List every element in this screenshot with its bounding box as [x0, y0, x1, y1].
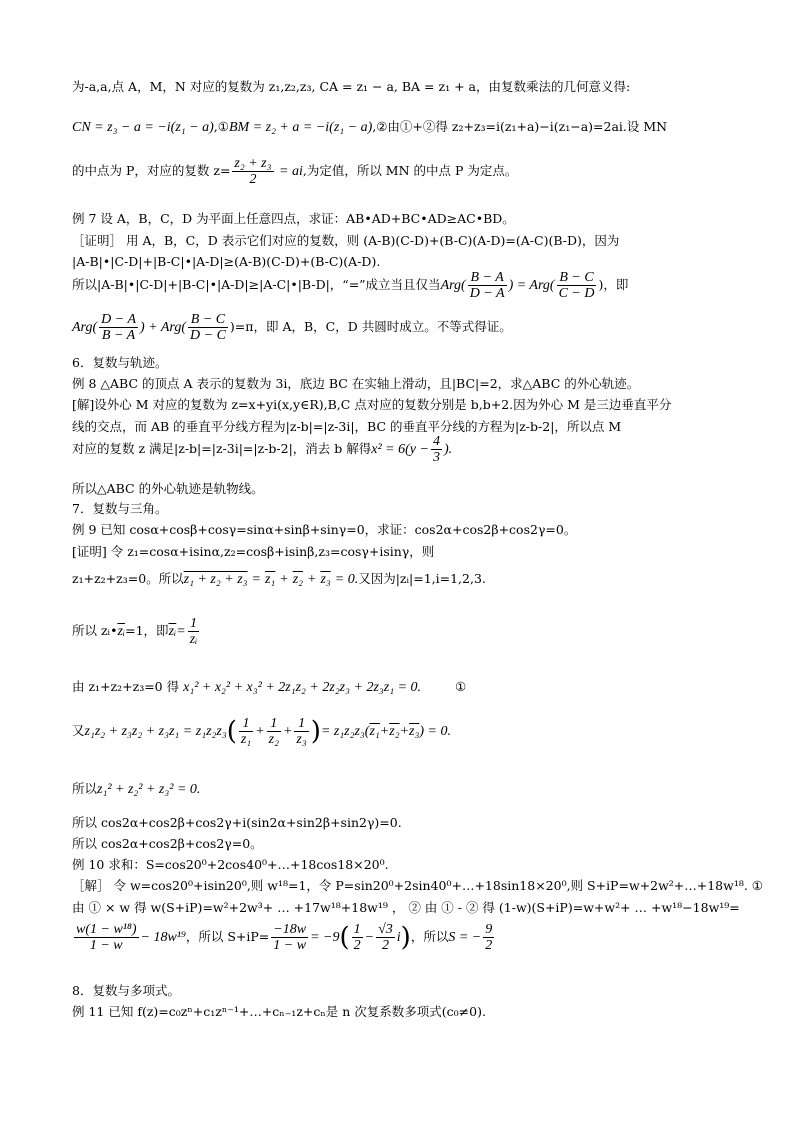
line-18: z₁+z₂+z₃=0。所以z₁ + z₂ + z₃ = z₁ + z₂ + z₃ = 0.又因为|zᵢ|=1,i=1,2,3.: [72, 571, 486, 587]
line-12: 线的交点，而 AB 的垂直平分线方程为|z-b|=|z-3i|，BC 的垂直平分线的方程为|z-b-2|，所以点 M: [72, 419, 622, 434]
line-2: CN = z₃ − a = −i(z₁ − a),①BM = z₂ + a = −i(z₁ − a),②由①+②得 z₂+z₃=i(z₁+a)−i(z₁−a)=2ai.设 MN: [72, 119, 668, 135]
line-5: ［证明］ 用 A，B，C，D 表示它们对应的复数，则 (A-B)(C-D)+(B-C)(A-D)=(A-C)(B-D)，因为: [72, 233, 620, 248]
line-27: 由 ① × w 得 w(S+iP)=w²+2w³+ … +17w¹⁸+18w¹⁹ ， ② 由 ① - ② 得 (1-w)(S+iP)=w+w²+ … +w¹⁸−18w¹⁹=: [72, 900, 740, 915]
line-14: 所以△ABC 的外心轨迹是轨物线。: [72, 481, 264, 496]
line-26: ［解］ 令 w=cos20⁰+isin20⁰,则 w¹⁸=1，令 P=sin20⁰+2sin40⁰+…+18sin18×20⁰,则 S+iP=w+2w²+…+18w¹⁸. ①: [72, 878, 764, 893]
line-13: 对应的复数 z 满足|z-b|=|z-3i|=|z-b-2|，消去 b 解得x² = 6(y − $\frac{4}{3}$ ).: [72, 434, 453, 465]
line-22: 所以z₁² + z₂² + z₃² = 0.: [72, 781, 201, 797]
line-8: Arg( $\frac{D - A}{B - A}$ ) + Arg( $\frac{B - C}{D - C}$ )=π，即 A，B，C，D 共圆时成立。不等式得证。: [72, 312, 512, 343]
section-heading: 6．复数与轨迹。: [72, 355, 168, 370]
line-16: 例 9 已知 cosα+cosβ+cosγ=sinα+sinβ+sinγ=0，求证：cos2α+cos2β+cos2γ=0。: [72, 522, 577, 537]
line-28: $\frac{\text{w(1 − w¹⁸)}}{1 - w}$ − 18w¹⁹，所以 S+iP= $\frac{-18w}{1 - w}$ = −9( $\frac{1}{2}$ − $\frac{√3}{2}$ i)，所以S = − $\frac{9}{2}$: [76, 922, 493, 953]
line-6: |A-B|•|C-D|+|B-C|•|A-D|≥(A-B)(C-D)+(B-C)(A-D).: [72, 254, 381, 269]
line-25: 例 10 求和：S=cos20⁰+2cos40⁰+…+18cos18×20⁰.: [72, 857, 389, 872]
line-24: 所以 cos2α+cos2β+cos2γ=0。: [72, 836, 263, 851]
line-21: 又z₁z₂ + z₃z₂ + z₃z₁ = z₁z₂z₃( $\frac{1}{\text{z₁}}$ + $\frac{1}{\text{z₂}}$ + $\frac{1}{\text{z₃}}$ )= z₁z₂z₃(z₁+z₂+z₃) = 0.: [72, 716, 451, 747]
line-1: 为-a,a,点 A，M，N 对应的复数为 z₁,z₂,z₃, CA = z₁ − a, BA = z₁ + a，由复数乘法的几何意义得:: [72, 79, 631, 94]
line-4: 例 7 设 A，B，C，D 为平面上任意四点，求证：AB•AD+BC•AD≥AC•BD。: [72, 211, 515, 226]
line-19: 所以 $zᵢ•\overline{zᵢ}=1$，即$\overline{zᵢ}=$ $\frac{1}{\text{zᵢ}}$: [72, 616, 198, 647]
line-30: 例 11 已知 f(z)=c₀zⁿ+c₁zⁿ⁻¹+…+cₙ₋₁z+cₙ是 n 次复系数多项式(c₀≠0).: [72, 1004, 486, 1019]
line-20: 由 z₁+z₂+z₃=0 得 x₁² + x₂² + x₃² + 2z₁z₂ + 2z₂z₃ + 2z₃z₁ = 0. ①: [72, 679, 467, 695]
line-10: 例 8 △ABC 的顶点 A 表示的复数为 3i，底边 BC 在实轴上滑动，且|BC|=2，求△ABC 的外心轨迹。: [72, 376, 640, 391]
line-11: [解]设外心 M 对应的复数为 z=x+yi(x,y∈R),B,C 点对应的复数分别是 b,b+2.因为外心 M 是三边垂直平分: [72, 397, 672, 412]
line-23: 所以 cos2α+cos2β+cos2γ+i(sin2α+sin2β+sin2γ)=0.: [72, 815, 402, 830]
section-heading: 8．复数与多项式。: [72, 983, 180, 998]
section-heading: 7．复数与三角。: [72, 501, 168, 516]
line-3: 的中点为 P，对应的复数 z= $\frac{\text{z₂ + z₃}}{2}$ = ai,为定值，所以 MN 的中点 P 为定点。: [72, 156, 518, 187]
fraction: $\frac{\text{z₂ + z₃}}{2}$: [234, 156, 272, 187]
line-7: 所以|A-B|•|C-D|+|B-C|•|A-D|≥|A-C|•|B-D|，“=”成立当且仅当Arg( $\frac{B - A}{D - A}$ ) = Arg( $\frac{B - C}{C - D}$ )，即: [72, 270, 629, 301]
line-17: [证明] 令 z₁=cosα+isinα,z₂=cosβ+isinβ,z₃=cosγ+isinγ，则: [72, 544, 435, 559]
